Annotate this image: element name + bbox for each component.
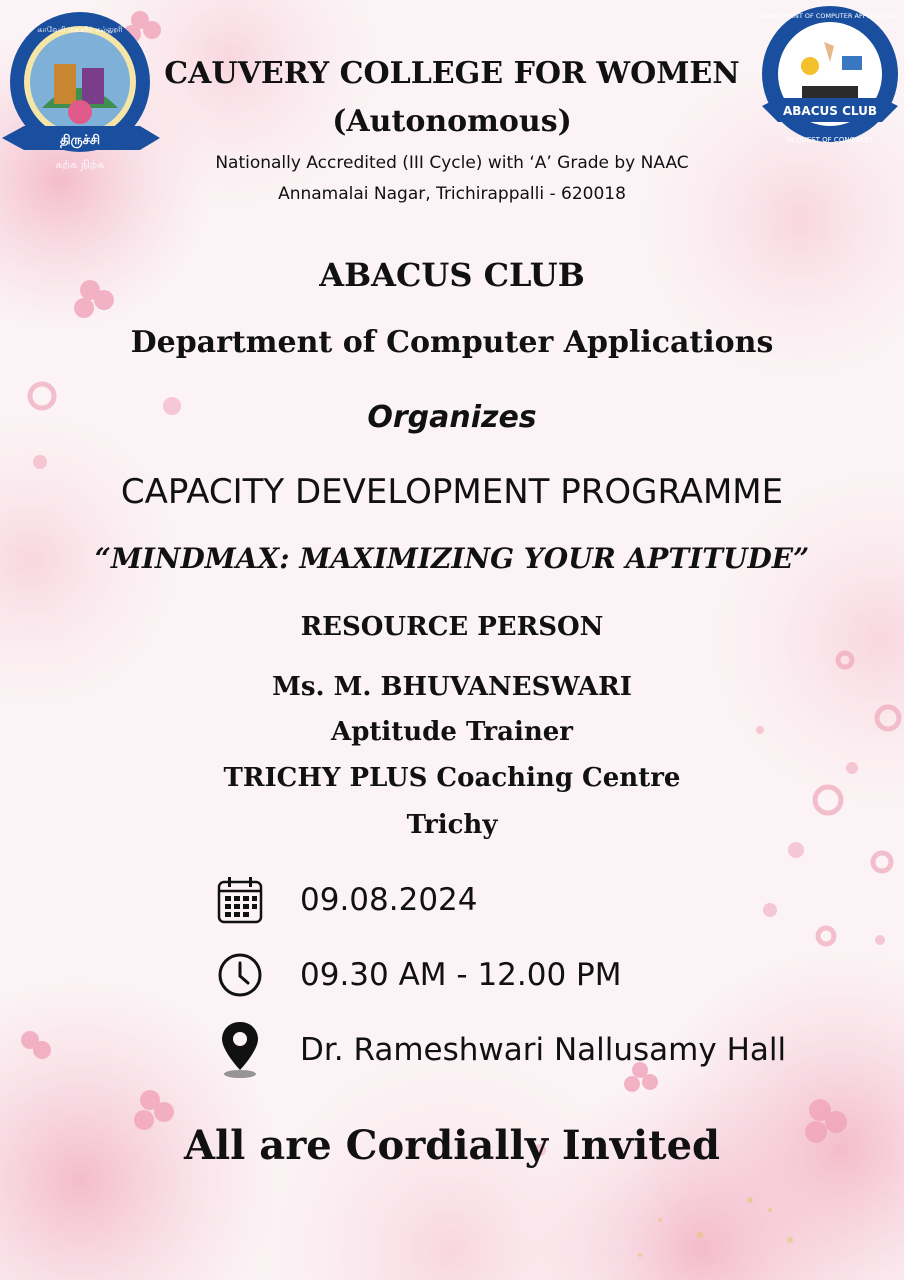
organizes-label: Organizes [367, 400, 537, 435]
department-name: Department of Computer Applications [130, 325, 774, 360]
college-name: CAUVERY COLLEGE FOR WOMEN [164, 56, 740, 91]
invitation-line: All are Cordially Invited [183, 1122, 721, 1169]
resource-role: Aptitude Trainer [331, 717, 573, 747]
location-pin-icon [210, 1020, 270, 1080]
club-logo-ring-text: DEPARTMENT OF COMPUTER APPLICATIONS [759, 12, 901, 20]
programme-name: CAPACITY DEVELOPMENT PROGRAMME [120, 472, 784, 512]
college-logo-banner: திருச்சி [59, 133, 101, 148]
club-name: ABACUS CLUB [319, 256, 585, 294]
event-time: 09.30 AM - 12.00 PM [300, 957, 622, 993]
resource-organization: TRICHY PLUS Coaching Centre [223, 763, 681, 793]
programme-title: “MINDMAX: MAXIMIZING YOUR APTITUDE” [94, 542, 810, 575]
accreditation-line: Nationally Accredited (III Cycle) with ‘A’ Grade by NAAC [215, 153, 689, 173]
resource-heading: RESOURCE PERSON [300, 612, 604, 642]
event-date: 09.08.2024 [300, 882, 478, 918]
event-venue: Dr. Rameshwari Nallusamy Hall [300, 1032, 787, 1068]
club-logo-tagline: IN QUEST OF CONQUEST [786, 136, 874, 144]
resource-name: Ms. M. BHUVANESWARI [272, 672, 632, 702]
calendar-icon [210, 870, 270, 930]
date-row [210, 870, 478, 930]
college-logo-top-text: காவேரி மகளிர் கல்லூரி [37, 25, 123, 34]
autonomous-label: (Autonomous) [332, 104, 572, 139]
college-logo-motto: கற்க நிற்க [55, 158, 105, 171]
resource-city: Trichy [406, 810, 498, 840]
clock-icon [210, 945, 270, 1005]
club-logo-banner: ABACUS CLUB [782, 104, 878, 118]
venue-row [210, 1020, 786, 1080]
address-line: Annamalai Nagar, Trichirappalli - 620018 [278, 184, 626, 204]
time-row [210, 945, 622, 1005]
